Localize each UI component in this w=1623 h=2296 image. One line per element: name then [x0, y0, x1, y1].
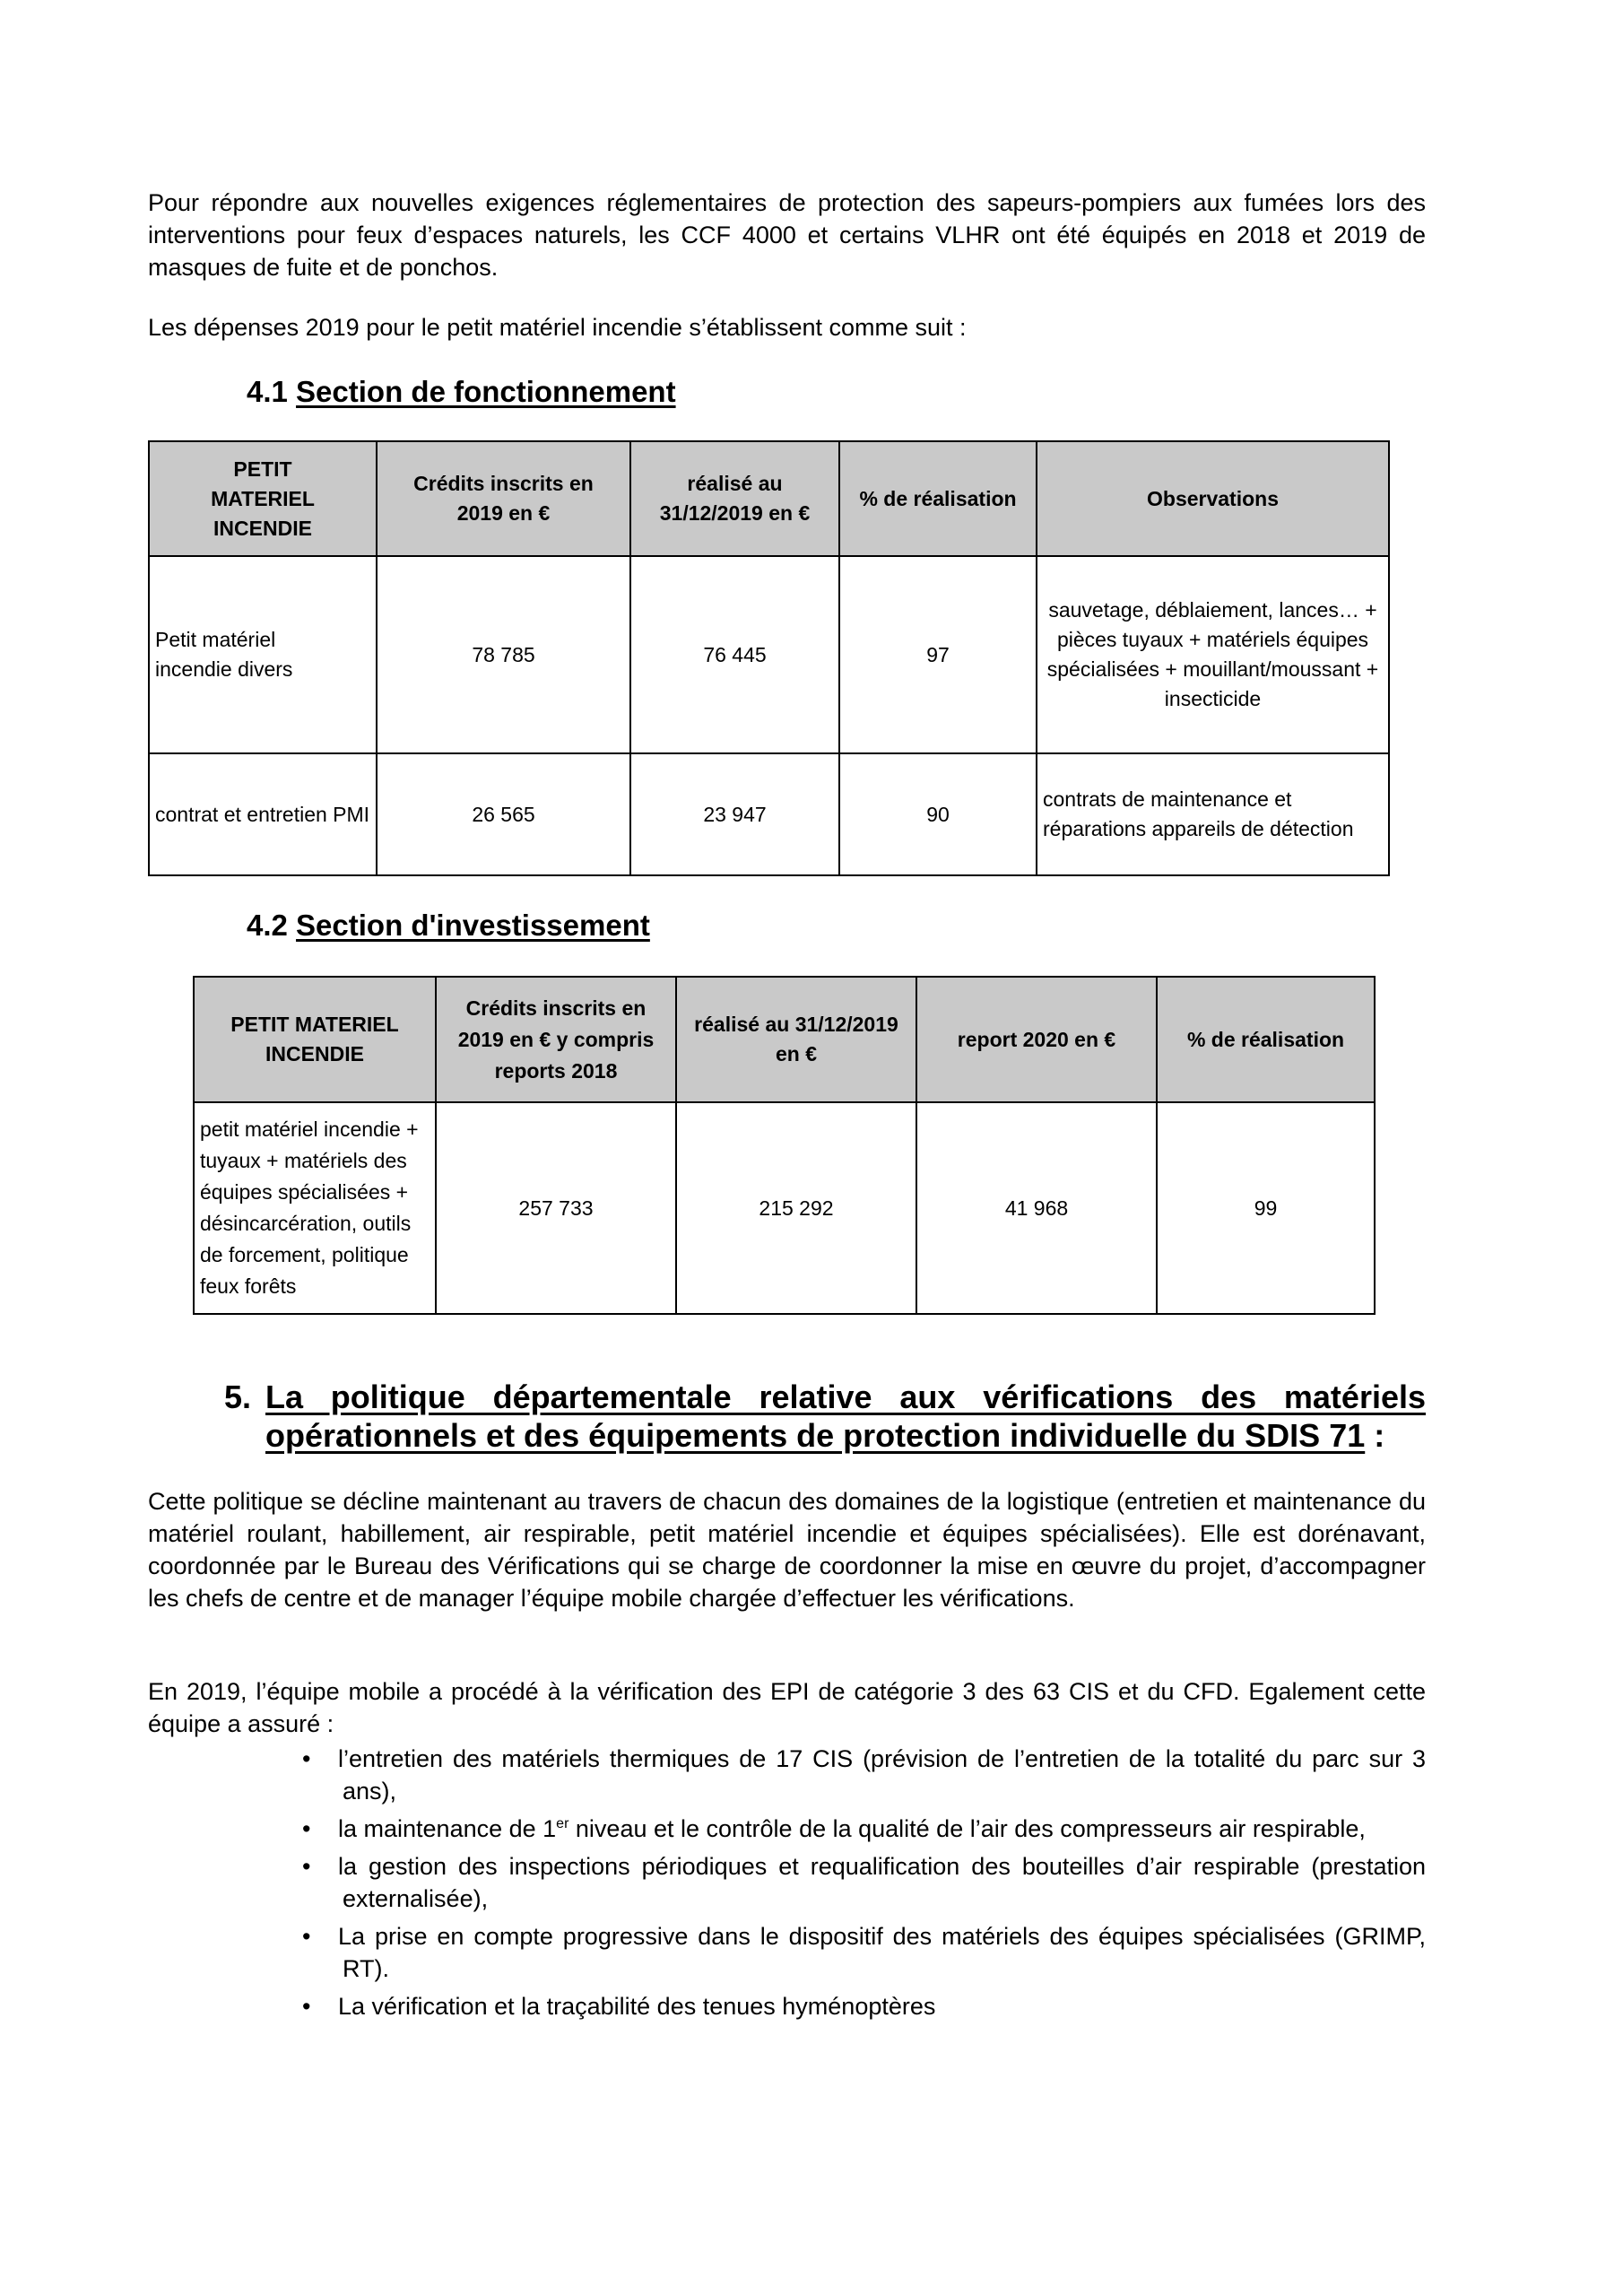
table-header-row	[149, 441, 1389, 556]
credits-value: 26 565	[377, 753, 630, 875]
bullet-icon: •	[302, 1923, 311, 1950]
realise-value: 23 947	[630, 753, 839, 875]
col-header: réalisé au 31/12/2019 en €	[630, 441, 839, 556]
table-row	[194, 1102, 1375, 1314]
observation-text: contrats de maintenance et réparations appareils de détection	[1037, 753, 1389, 875]
list-item: • l’entretien des matériels thermiques de 17 CIS (prévision de l’entretien de la totalité du parc sur 3 ans),	[296, 1743, 1426, 1807]
bullet-icon: •	[302, 1745, 311, 1772]
list-item: • La prise en compte progressive dans le dispositif des matériels des équipes spécialisées (GRIMP, RT).	[296, 1920, 1426, 1985]
row-label: Petit matériel incendie divers	[149, 556, 377, 753]
list-item: • la gestion des inspections périodiques et requalification des bouteilles d’air respirable (prestation externalisée),	[296, 1850, 1426, 1915]
realise-value: 215 292	[676, 1102, 916, 1314]
bullet-icon: •	[302, 1853, 311, 1880]
section-4-1-heading	[247, 375, 676, 409]
table-row	[149, 556, 1389, 753]
pct-value: 97	[839, 556, 1037, 753]
intro-paragraph: Pour répondre aux nouvelles exigences réglementaires de protection des sapeurs-pompiers aux fumées lors des interventions pour feux d’espaces naturels, les CCF 4000 et certains VLHR ont été équipés en 2018 et 2019 de masques de fuite et de ponchos.	[148, 189, 1426, 281]
pct-value: 90	[839, 753, 1037, 875]
section-title: La politique départementale relative aux vérifications des matériels opérationnels et des équipements de protection individuelle du SDIS 71	[265, 1378, 1426, 1454]
section-title: Section d'investissement	[296, 909, 650, 942]
col-header: Observations	[1037, 441, 1389, 556]
col-header: PETIT MATERIEL INCENDIE	[194, 977, 436, 1102]
bullet-icon: •	[302, 1815, 311, 1842]
pct-value: 99	[1157, 1102, 1375, 1314]
intro-expenses-line: Les dépenses 2019 pour le petit matériel incendie s’établissent comme suit :	[148, 314, 967, 341]
realise-value: 76 445	[630, 556, 839, 753]
tasks-list	[296, 1743, 1426, 2028]
section-4-2-heading	[247, 909, 650, 943]
section-number: 4.1	[247, 375, 288, 408]
list-item: • la maintenance de 1er niveau et le contrôle de la qualité de l’air des compresseurs air respirable,	[296, 1813, 1426, 1845]
credits-value: 257 733	[436, 1102, 676, 1314]
col-header: réalisé au 31/12/2019 en €	[676, 977, 916, 1102]
operating-budget-table	[148, 440, 1390, 876]
report-value: 41 968	[916, 1102, 1157, 1314]
col-header: PETIT MATERIEL INCENDIE	[149, 441, 377, 556]
bullet-icon: •	[302, 1993, 311, 2020]
team-paragraph: En 2019, l’équipe mobile a procédé à la vérification des EPI de catégorie 3 des 63 CIS et du CFD. Egalement cette équipe a assuré :	[148, 1678, 1426, 1737]
table-header-row	[194, 977, 1375, 1102]
credits-value: 78 785	[377, 556, 630, 753]
heading-colon: :	[1365, 1417, 1385, 1454]
col-header: report 2020 en €	[916, 977, 1157, 1102]
col-header: % de réalisation	[1157, 977, 1375, 1102]
investment-budget-table	[193, 976, 1376, 1315]
observation-text: sauvetage, déblaiement, lances… + pièces tuyaux + matériels équipes spécialisées + mouillant/moussant + insecticide	[1037, 556, 1389, 753]
col-header: Crédits inscrits en 2019 en €	[377, 441, 630, 556]
list-item: • La vérification et la traçabilité des tenues hyménoptères	[296, 1990, 1426, 2022]
section-number: 4.2	[247, 909, 288, 942]
section-5-heading	[224, 1378, 1426, 1455]
row-label: contrat et entretien PMI	[149, 753, 377, 875]
section-title: Section de fonctionnement	[296, 375, 676, 408]
col-header: Crédits inscrits en 2019 en € y compris reports 2018	[436, 977, 676, 1102]
policy-paragraph: Cette politique se décline maintenant au travers de chacun des domaines de la logistique (entretien et maintenance du matériel roulant, habillement, air respirable, petit matériel incendie et équipes spécialisées). Elle est dorénavant, coordonnée par le Bureau des Vérifications qui se charge de coordonner la mise en œuvre du projet, d’accompagner les chefs de centre et de manager l’équipe mobile chargée d’effectuer les vérifications.	[148, 1488, 1426, 1612]
row-label: petit matériel incendie + tuyaux + matériels des équipes spécialisées + désincarcération, outils de forcement, politique feux forêts	[194, 1102, 436, 1314]
col-header: % de réalisation	[839, 441, 1037, 556]
section-number: 5.	[224, 1378, 252, 1415]
table-row	[149, 753, 1389, 875]
